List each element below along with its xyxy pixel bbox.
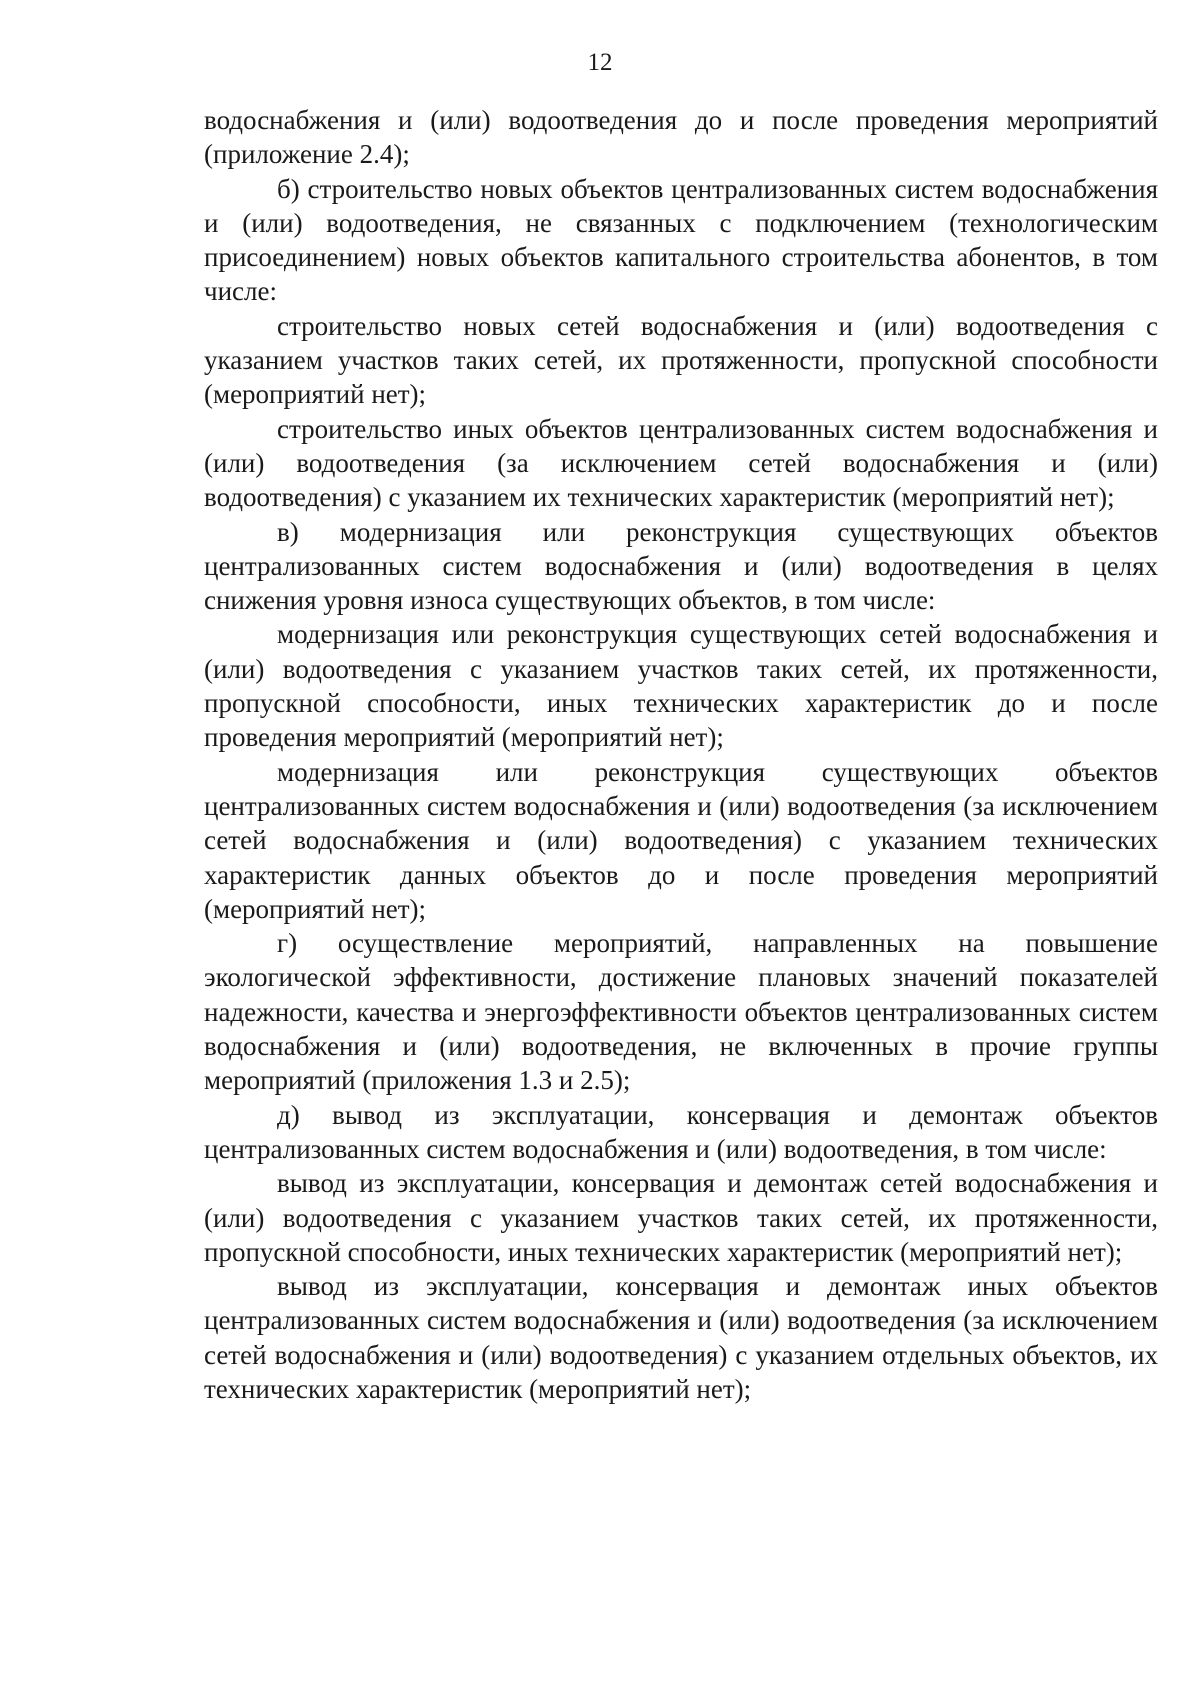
paragraph-item-g: г) осуществление мероприятий, направленных на повышение экологической эффективности, достижение плановых значений показателей надежности, качества и энергоэффективности объектов централизованных систем водоснабжения и (или) водоотведения, не включенных в прочие группы мероприятий (приложения 1.3 и 2.5); — [204, 928, 1158, 1096]
paragraph-other-objects: строительство иных объектов централизованных систем водоснабжения и (или) водоотведения (за исключением сетей водоснабжения и (или) водоотведения) с указанием их технических характеристик (мероприятий нет); — [204, 413, 1158, 513]
paragraph-item-b: б) строительство новых объектов централизованных систем водоснабжения и (или) водоотведения, не связанных с подключением (технологическим присоединением) новых объектов капитального строительства абонентов, в том числе: — [204, 173, 1158, 307]
paragraph-continuation: водоснабжения и (или) водоотведения до и после проведения мероприятий (приложение 2.4); — [204, 105, 1158, 170]
paragraph-modernization-objects: модернизация или реконструкция существующих объектов централизованных систем водоснабжения и (или) водоотведения (за исключением сетей водоснабжения и (или) водоотведения) с указанием технических характеристик данных объектов до и после проведения мероприятий (мероприятий нет); — [204, 756, 1158, 924]
document-body — [204, 103, 1158, 1406]
paragraph-decommission-objects: вывод из эксплуатации, консервация и демонтаж иных объектов централизованных систем водоснабжения и (или) водоотведения (за исключением сетей водоснабжения и (или) водоотведения) с указанием отдельных объектов, их технических характеристик (мероприятий нет); — [204, 1271, 1158, 1404]
paragraph-decommission-networks: вывод из эксплуатации, консервация и демонтаж сетей водоснабжения и (или) водоотведения с указанием участков таких сетей, их протяженности, пропускной способности, иных технических характеристик (мероприятий нет); — [204, 1168, 1158, 1267]
paragraph-item-v: в) модернизация или реконструкция существующих объектов централизованных систем водоснабжения и (или) водоотведения в целях снижения уровня износа существующих объектов, в том числе: — [204, 516, 1158, 616]
paragraph-modernization-networks: модернизация или реконструкция существующих сетей водоснабжения и (или) водоотведения с указанием участков таких сетей, их протяженности, пропускной способности, иных технических характеристик до и после проведения мероприятий (мероприятий нет); — [204, 619, 1158, 753]
paragraph-new-networks: строительство новых сетей водоснабжения и (или) водоотведения с указанием участков таких сетей, их протяженности, пропускной способности (мероприятий нет); — [204, 310, 1158, 410]
page-number: 12 — [587, 49, 613, 76]
paragraph-item-d: д) вывод из эксплуатации, консервация и демонтаж объектов централизованных систем водоснабжения и (или) водоотведения, в том числе: — [204, 1099, 1158, 1164]
